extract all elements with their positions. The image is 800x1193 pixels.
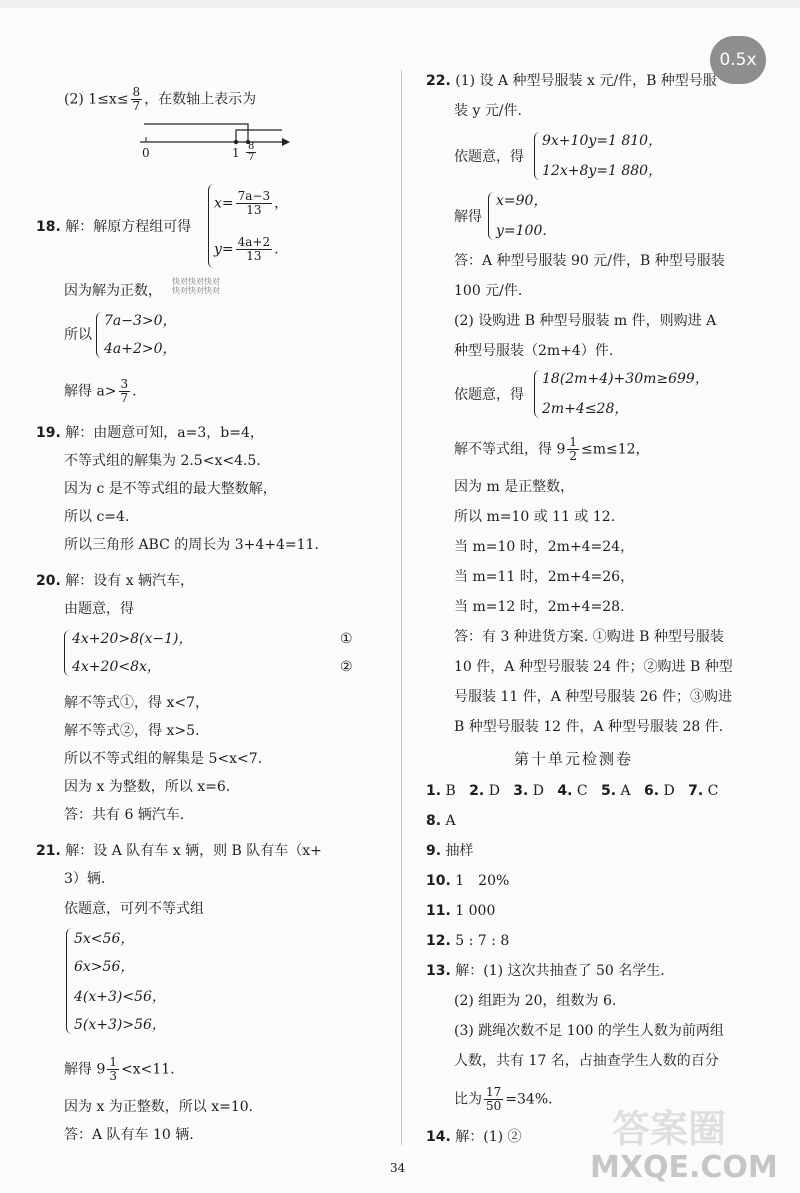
numline-label-frac	[244, 142, 258, 163]
zoom-level: 0.5x	[719, 50, 757, 70]
q13-header	[426, 962, 665, 980]
q22-sys-line: y=100.	[496, 223, 547, 239]
answer-9	[426, 842, 474, 860]
q22-sys-line: 12x+8y=1 880，	[542, 163, 663, 179]
q19-header	[36, 424, 264, 442]
question-number: 5.	[600, 783, 617, 799]
mc-answer: B	[445, 783, 456, 799]
system-brace	[66, 928, 73, 1034]
mc-answer: C	[707, 783, 719, 799]
q20-line: 由题意，得	[64, 601, 134, 617]
q22-line: 因为 m 是正整数，	[454, 479, 575, 495]
q22-line: 解得	[454, 209, 482, 225]
q22-line: 装 y 元/件.	[454, 103, 522, 119]
fraction	[236, 236, 272, 263]
q18-text: 解：解原方程组可得	[65, 219, 192, 235]
question-number: 19.	[36, 425, 61, 441]
fraction	[119, 378, 131, 405]
fraction-denominator: 13	[246, 249, 262, 263]
question-number: 8.	[426, 813, 442, 829]
q13-last-tail: =34%.	[505, 1091, 553, 1108]
q21-line: 因为 x 为正整数，所以 x=10.	[64, 1099, 254, 1115]
q22-line: 答：A 种型号服装 90 元/件，B 种型号服装	[454, 253, 725, 269]
q22-header	[426, 72, 717, 90]
q21-sys-line: 4(x+3)<56，	[74, 989, 166, 1005]
q22-line: (2) 设购进 B 种型号服装 m 件，则购进 A	[454, 313, 717, 329]
q22-line10	[454, 436, 650, 463]
question-number: 9.	[426, 843, 442, 859]
q22-line: 种型号服装（2m+4）件.	[454, 343, 614, 359]
fraction-numerator: 8	[248, 141, 255, 152]
q22-line: (1) 设 A 种型号服装 x 元/件，B 种型号服	[455, 73, 717, 89]
system-brace	[534, 370, 541, 418]
fraction	[236, 190, 272, 217]
fraction-denominator: 7	[120, 391, 129, 405]
fraction-numerator: 4a+2	[237, 235, 271, 249]
question-number: 2.	[469, 783, 485, 799]
q22-sys-line: 18(2m+4)+30m≥699，	[542, 371, 709, 387]
q21-sys-line: 6x>56，	[74, 959, 135, 975]
q22-line10-text: 解不等式组，得 9	[454, 441, 566, 458]
q22-line: 10 件，A 种型号服装 24 件；②购进 B 种型	[454, 659, 733, 675]
q22-sys-line: x=90，	[496, 193, 548, 209]
mc-answer: A	[445, 813, 456, 829]
answer-12	[426, 932, 509, 950]
q13-line: (2) 组距为 20，组数为 6.	[454, 993, 617, 1009]
fill-answer: 1 000	[455, 903, 496, 919]
q20-sys-line: 4x+20<8x，	[72, 659, 161, 675]
fraction-denominator: 2	[569, 449, 577, 463]
q20-line: 解：设有 x 辆汽车，	[65, 573, 195, 589]
q21-answer-text: 解得 9	[64, 1061, 106, 1078]
number-line	[130, 118, 300, 168]
fraction	[131, 86, 143, 113]
q18-y-label: y=	[214, 241, 234, 258]
q20-header	[36, 572, 194, 590]
q22-line: 依题意，得	[454, 149, 524, 165]
answer-10	[426, 872, 509, 890]
q19-line: 解：由题意可知，a=3，b=4，	[65, 425, 264, 441]
q18-sys-line: 4a+2>0，	[104, 341, 177, 357]
q22-sys-line: 9x+10y=1 810，	[542, 133, 663, 149]
fraction-denominator: 50	[486, 1099, 502, 1113]
question-number: 20.	[36, 573, 61, 589]
numline-label-1: 1	[232, 146, 240, 160]
q18-line: 所以	[64, 327, 92, 343]
q22-line: B 种型号服装 12 件，A 种型号服装 28 件.	[454, 719, 724, 735]
q18-header	[36, 218, 191, 236]
system-brace	[488, 192, 495, 240]
q13-line: (3) 跳绳次数不足 100 的学生人数为前两组	[454, 1023, 724, 1039]
q22-line: 当 m=10 时，2m+4=24，	[454, 539, 635, 555]
q21-answer-tail: <x<11.	[121, 1061, 175, 1078]
fill-answer: 5 : 7 : 8	[455, 933, 510, 949]
mc-answers-row	[426, 782, 718, 800]
q18-y: y= $\frac{4a+2}{13}$ .	[214, 235, 279, 263]
question-number: 14.	[426, 1129, 451, 1145]
zoom-badge[interactable]	[710, 36, 766, 84]
system-brace	[64, 630, 71, 676]
fraction-numerator: 8	[132, 85, 141, 99]
fraction	[107, 1056, 119, 1083]
q22-line: 号服装 11 件，A 种型号服装 26 件；③购进	[454, 689, 732, 705]
q18-line: 因为解为正数，	[64, 283, 162, 299]
fraction-numerator: 1	[109, 1055, 117, 1069]
q22-line: 当 m=11 时，2m+4=26，	[454, 569, 635, 585]
mc-answer: D	[663, 783, 675, 799]
q13-last-text: 比为	[454, 1091, 482, 1108]
fraction-numerator: 1	[569, 435, 577, 449]
q13-last-line	[454, 1086, 553, 1113]
mc-answer: C	[576, 783, 588, 799]
q21-line: 依题意，可列不等式组	[64, 901, 204, 917]
fraction-denominator: 13	[246, 203, 262, 217]
q18-sys-line: 7a−3>0，	[104, 313, 177, 329]
q13-line: 人数，共有 17 名，占抽查学生人数的百分	[454, 1053, 719, 1069]
q22-line: 答：有 3 种进货方案. ①购进 B 种型号服装	[454, 629, 724, 645]
q20-line: 所以不等式组的解集是 5<x<7.	[64, 751, 263, 767]
q21-line: 解：设 A 队有车 x 辆，则 B 队有车（x+	[65, 843, 322, 859]
fraction	[246, 142, 256, 163]
q19-line: 所以 c=4.	[64, 509, 130, 525]
q21-sys-line: 5(x+3)>56，	[74, 1017, 166, 1033]
answer-11	[426, 902, 495, 920]
q20-sys-line: 4x+20>8(x−1)，	[72, 631, 193, 647]
q17-part2	[64, 86, 256, 113]
watermark-small-line: 快对快对快对	[172, 277, 220, 286]
fraction-numerator: 7a−3	[237, 189, 271, 203]
watermark-small-line: 快对快对快对	[172, 286, 220, 295]
q22-sys-line: 2m+4≤28，	[542, 401, 629, 417]
column-divider	[401, 70, 402, 1145]
system-brace	[534, 132, 541, 180]
watermark-logo: 答案圈	[612, 1107, 727, 1151]
q22-line: 所以 m=10 或 11 或 12.	[454, 509, 616, 525]
question-number: 13.	[426, 963, 451, 979]
q13-line: 解：(1) 这次共抽查了 50 名学生.	[455, 963, 665, 979]
q18-x-label: x=	[214, 195, 234, 212]
q20-line: 答：共有 6 辆汽车.	[64, 807, 185, 823]
q22-line10-tail: ≤m≤12，	[581, 441, 650, 458]
q19-line: 因为 c 是不等式组的最大整数解，	[64, 481, 277, 497]
section-title: 第十单元检测卷	[514, 750, 634, 768]
q18-answer-text: 解得 a>	[64, 383, 117, 400]
q20-line: 解不等式②，得 x>5.	[64, 723, 200, 739]
question-number: 7.	[688, 783, 704, 799]
q20-line: 解不等式①，得 x<7，	[64, 695, 209, 711]
question-number: 6.	[643, 783, 660, 799]
q22-line: 100 元/件.	[454, 283, 523, 299]
question-number: 11.	[426, 903, 451, 919]
mc-answer-8	[426, 812, 456, 830]
circled-mark: ①	[340, 631, 353, 647]
q21-header	[36, 842, 322, 860]
question-number: 3.	[513, 783, 529, 799]
q17-part2-text: (2) 1≤x≤	[64, 91, 129, 108]
fraction-denominator: 3	[109, 1069, 117, 1083]
q14-text: 解：(1) ②	[455, 1129, 522, 1145]
page-number: 34	[390, 1161, 406, 1175]
fraction-denominator: 7	[132, 99, 141, 113]
mc-answer: D	[488, 783, 500, 799]
watermark-site: MXQE.COM	[590, 1150, 778, 1185]
fraction-denominator: 7	[248, 152, 255, 163]
q19-line: 所以三角形 ABC 的周长为 3+4+4=11.	[64, 537, 319, 553]
fraction-numerator: 3	[120, 377, 129, 391]
q20-line: 因为 x 为整数，所以 x=6.	[64, 779, 231, 795]
top-strip	[0, 0, 800, 8]
fraction	[567, 436, 579, 463]
q17-part2-tail: ，在数轴上表示为	[144, 91, 257, 108]
q22-line: 依题意，得	[454, 387, 524, 403]
numline-label-0: 0	[142, 146, 150, 160]
q21-sys-line: 5x<56，	[74, 931, 135, 947]
question-number: 22.	[426, 73, 451, 89]
q22-line: 当 m=12 时，2m+4=28.	[454, 599, 625, 615]
mc-answer: D	[532, 783, 545, 799]
q18-answer: 解得 a> $\frac{3}{7}$ .	[64, 377, 137, 405]
q21-line: 3）辆.	[64, 871, 106, 887]
fraction	[484, 1086, 503, 1113]
question-number: 18.	[36, 219, 61, 235]
question-number: 12.	[426, 933, 451, 949]
fill-answer: 抽样	[445, 843, 474, 859]
system-brace	[96, 312, 103, 358]
q18-x: x= $\frac{7a-3}{13}$ ，	[214, 189, 289, 217]
fill-answer: 1 20%	[455, 873, 510, 889]
circled-mark: ②	[340, 659, 353, 675]
mc-answer: A	[620, 783, 631, 799]
q19-line: 不等式组的解集为 2.5<x<4.5.	[64, 453, 261, 469]
question-number: 10.	[426, 873, 451, 889]
q14-header	[426, 1128, 522, 1146]
question-number: 21.	[36, 843, 61, 859]
q21-answer	[64, 1056, 175, 1083]
fraction-numerator: 17	[486, 1085, 502, 1099]
q21-line: 答：A 队有车 10 辆.	[64, 1127, 194, 1143]
question-number: 4.	[557, 783, 573, 799]
watermark-small	[172, 277, 220, 295]
question-number: 1.	[426, 783, 442, 799]
